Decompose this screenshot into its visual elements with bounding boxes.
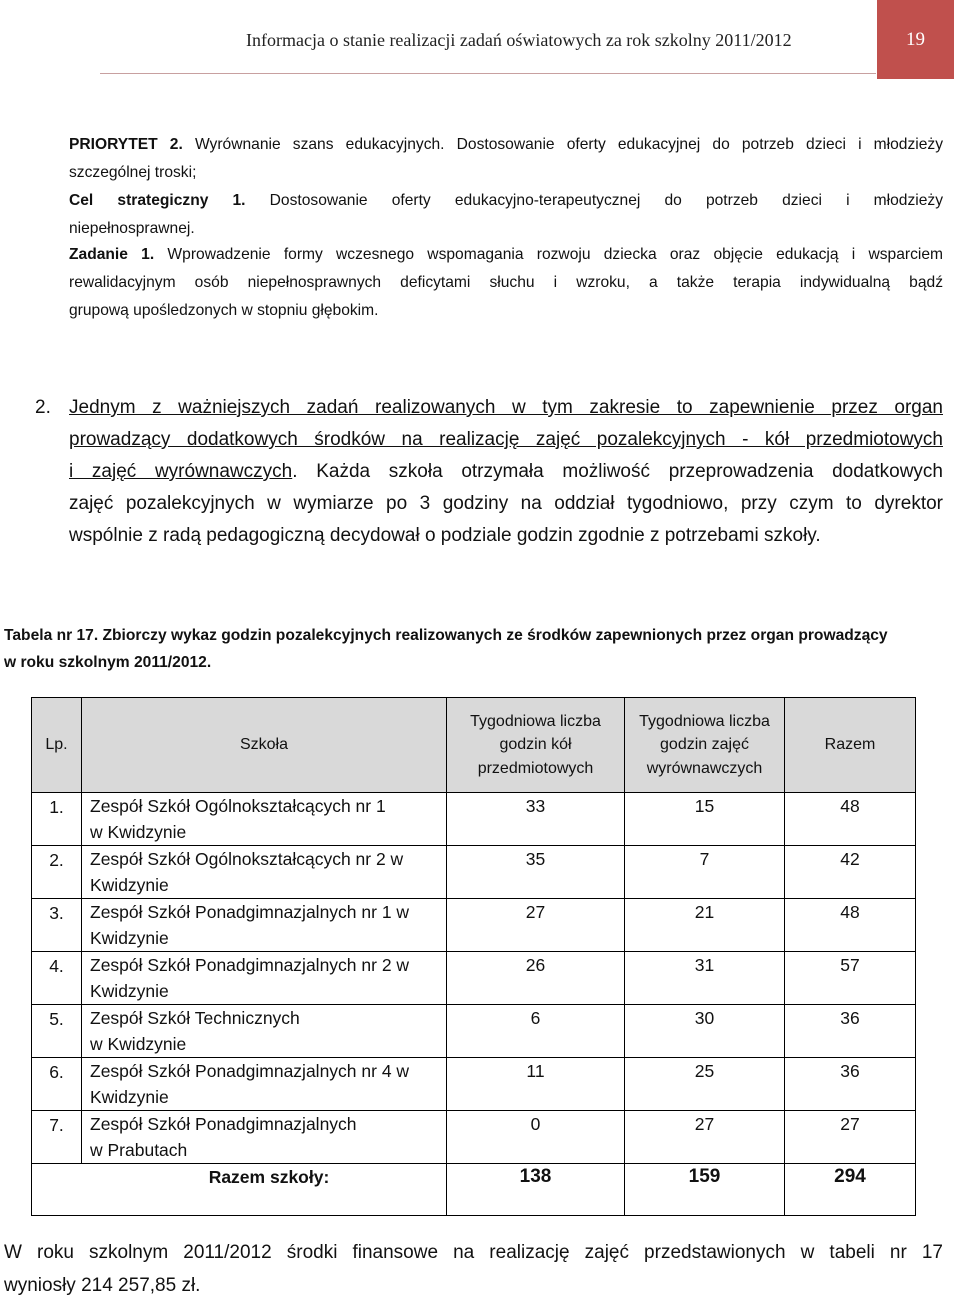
table-caption: [4, 622, 944, 676]
table-row: [32, 899, 916, 952]
row-subject-hours: 27: [447, 899, 625, 952]
table-row: [32, 1111, 916, 1164]
row-remedial-hours: 31: [625, 952, 785, 1005]
row-remedial-hours: 27: [625, 1111, 785, 1164]
row-lp: 6.: [32, 1058, 82, 1111]
row-school-line-1: Zespół Szkół Ogólnokształcących nr 2 w: [90, 849, 404, 869]
table-row: [32, 1058, 916, 1111]
row-subject-hours: 11: [447, 1058, 625, 1111]
row-school-line-1: Zespół Szkół Ponadgimnazjalnych nr 4 w: [90, 1061, 410, 1081]
table-caption-line-2: w roku szkolnym 2011/2012.: [4, 654, 212, 671]
row-school: [82, 793, 447, 846]
point-2-underlined-3: i zajęć wyrównawczych: [69, 461, 293, 482]
row-subject-hours: 35: [447, 846, 625, 899]
priority-label: PRIORYTET 2.: [69, 136, 183, 153]
hours-table: [31, 697, 916, 1216]
total-label: Razem szkoły:: [32, 1164, 447, 1216]
header-remedial-hours: Tygodniowa liczba godzin zajęć wyrównawczych: [625, 698, 785, 793]
row-remedial-hours: 30: [625, 1005, 785, 1058]
table-header-row: [32, 698, 916, 793]
row-subject-hours: 33: [447, 793, 625, 846]
row-total: 48: [785, 899, 916, 952]
row-total: 42: [785, 846, 916, 899]
row-school-line-1: Zespół Szkół Technicznych: [90, 1008, 300, 1028]
row-school-line-2: Kwidzynie: [90, 981, 169, 1001]
header-total: Razem: [785, 698, 916, 793]
table-row: [32, 952, 916, 1005]
priority-block: [69, 131, 943, 187]
row-lp: 5.: [32, 1005, 82, 1058]
table-row: [32, 793, 916, 846]
row-school: [82, 1058, 447, 1111]
row-total: 57: [785, 952, 916, 1005]
header-title: Informacja o stanie realizacji zadań oświatowych za rok szkolny 2011/2012: [246, 30, 792, 50]
row-school: [82, 1111, 447, 1164]
point-2-paragraph: [35, 392, 943, 552]
table-row: [32, 1005, 916, 1058]
header-lp: Lp.: [32, 698, 82, 793]
row-school: [82, 846, 447, 899]
row-total: 27: [785, 1111, 916, 1164]
row-lp: 1.: [32, 793, 82, 846]
point-2-line-4: zajęć pozalekcyjnych w wymiarze po 3 godziny na oddział tygodniowo, przy czym to dyrektor: [69, 493, 943, 514]
row-lp: 2.: [32, 846, 82, 899]
point-2-underlined-1: Jednym z ważniejszych zadań realizowanych w tym zakresie to zapewnienie przez organ: [69, 397, 943, 418]
point-2-underlined-2: prowadzący dodatkowych środków na realizację zajęć pozalekcyjnych - kół przedmiotowych: [69, 429, 943, 450]
row-lp: 7.: [32, 1111, 82, 1164]
row-school-line-2: Kwidzynie: [90, 928, 169, 948]
total-remedial-hours: 159: [625, 1164, 785, 1216]
row-school-line-2: Kwidzynie: [90, 875, 169, 895]
task-label: Zadanie 1.: [69, 246, 155, 263]
table-caption-line-1: Tabela nr 17. Zbiorczy wykaz godzin pozalekcyjnych realizowanych ze środków zapewnionych przez organ prowadzący: [4, 627, 888, 644]
table-row: [32, 846, 916, 899]
task-text-3: grupową upośledzonych w stopniu głębokim.: [69, 302, 379, 319]
row-school-line-1: Zespół Szkół Ponadgimnazjalnych nr 1 w: [90, 902, 410, 922]
row-subject-hours: 0: [447, 1111, 625, 1164]
point-2-number: 2.: [35, 397, 51, 418]
row-school-line-2: w Kwidzynie: [90, 1034, 187, 1054]
row-school-line-2: w Prabutach: [90, 1140, 188, 1160]
row-school-line-1: Zespół Szkół Ogólnokształcących nr 1: [90, 796, 386, 816]
row-school: [82, 899, 447, 952]
final-note: [4, 1236, 943, 1297]
row-school-line-2: w Kwidzynie: [90, 822, 187, 842]
row-total: 48: [785, 793, 916, 846]
priority-text-2: szczególnej troski;: [69, 164, 197, 181]
goal-label: Cel strategiczny 1.: [69, 192, 246, 209]
final-note-line-1: W roku szkolnym 2011/2012 środki finansowe na realizację zajęć przedstawionych w tabeli nr 17: [4, 1242, 943, 1263]
final-note-line-2: wyniosły 214 257,85 zł.: [4, 1275, 201, 1296]
row-remedial-hours: 25: [625, 1058, 785, 1111]
goal-text-2: niepełnosprawnej.: [69, 220, 195, 237]
row-subject-hours: 26: [447, 952, 625, 1005]
task-text-2: rewalidacyjnym osób niepełnosprawnych deficytami słuchu i wzroku, a także terapia indywidualną bądź: [69, 274, 943, 291]
goal-block: [69, 187, 943, 243]
row-lp: 3.: [32, 899, 82, 952]
row-remedial-hours: 7: [625, 846, 785, 899]
row-school-line-1: Zespół Szkół Ponadgimnazjalnych: [90, 1114, 357, 1134]
point-2-line-5: wspólnie z radą pedagogiczną decydował o podziale godzin zgodnie z potrzebami szkoły.: [69, 525, 821, 546]
row-school-line-2: Kwidzynie: [90, 1087, 169, 1107]
row-total: 36: [785, 1005, 916, 1058]
total-all-hours: 294: [785, 1164, 916, 1216]
page-number-badge: 19: [877, 0, 954, 79]
table-total-row: [32, 1164, 916, 1216]
header-school: Szkoła: [82, 698, 447, 793]
goal-text-1: Dostosowanie oferty edukacyjno-terapeutycznej do potrzeb dzieci i młodzieży: [245, 192, 943, 209]
row-total: 36: [785, 1058, 916, 1111]
header-subject-hours: Tygodniowa liczba godzin kół przedmiotowych: [447, 698, 625, 793]
priority-text-1: Wyrównanie szans edukacyjnych. Dostosowanie oferty edukacyjnej do potrzeb dzieci i młodzieży: [182, 136, 944, 153]
task-block: [69, 241, 943, 325]
task-text-1: Wprowadzenie formy wczesnego wspomagania rozwoju dziecka oraz objęcie edukacją i wsparciem: [154, 246, 944, 263]
row-school-line-1: Zespół Szkół Ponadgimnazjalnych nr 2 w: [90, 955, 410, 975]
row-remedial-hours: 21: [625, 899, 785, 952]
header-divider: [100, 73, 876, 74]
row-subject-hours: 6: [447, 1005, 625, 1058]
row-lp: 4.: [32, 952, 82, 1005]
row-remedial-hours: 15: [625, 793, 785, 846]
total-subject-hours: 138: [447, 1164, 625, 1216]
point-2-line-3-rest: . Każda szkoła otrzymała możliwość przeprowadzenia dodatkowych: [292, 461, 943, 482]
row-school: [82, 952, 447, 1005]
row-school: [82, 1005, 447, 1058]
